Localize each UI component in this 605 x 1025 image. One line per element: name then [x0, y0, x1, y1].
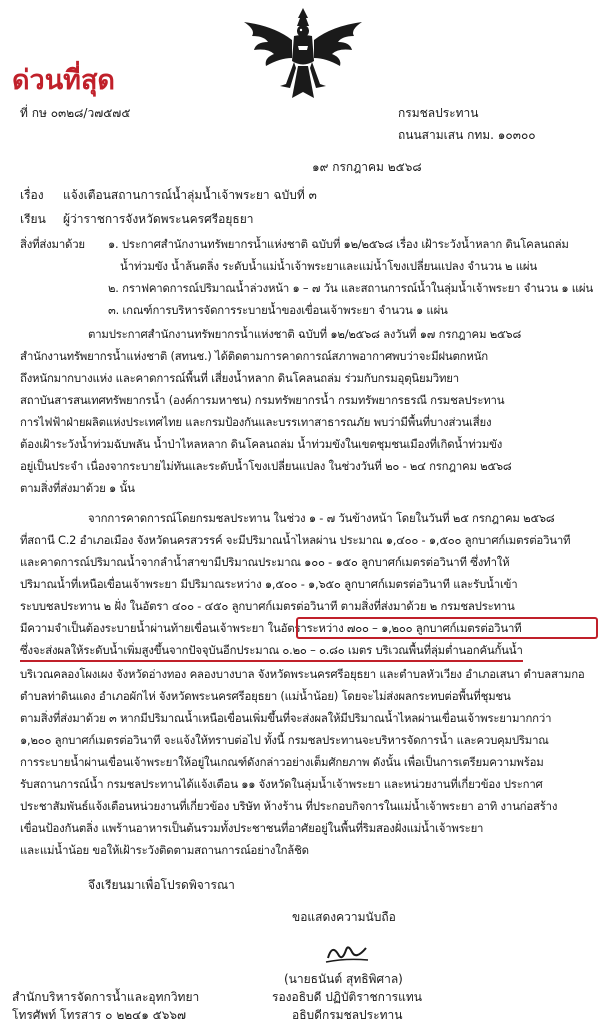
- para2-line: ปริมาณน้ำที่เหนือเขื่อนเจ้าพระยา มีปริมาณระหว่าง ๑,๕๐๐ - ๑,๖๕๐ ลูกบาศก์เมตรต่อวินาที และรับน้ำเข้า: [20, 577, 518, 591]
- para1-line: สำนักงานทรัพยากรน้ำแห่งชาติ (สทนช.) ได้ติดตามการคาดการณ์สภาพอากาศพบว่าจะมีฝนตกหนัก: [20, 349, 488, 363]
- para2-line: จากการคาดการณ์โดยกรมชลประทาน ในช่วง ๑ - ๗ วันข้างหน้า โดยในวันที่ ๒๕ กรกฎาคม ๒๕๖๘: [88, 511, 555, 525]
- para2-line: ระบบชลประทาน ๒ ฝั่ง ในอัตรา ๔๐๐ - ๔๕๐ ลูกบาศก์เมตรต่อวินาที ตามสิ่งที่ส่งมาด้วย ๒ กรมชลประทาน: [20, 599, 515, 613]
- para2-line: ที่สถานี C.2 อำเภอเมือง จังหวัดนครสวรรค์ จะมีปริมาณน้ำไหลผ่าน ประมาณ ๑,๔๐๐ - ๑,๕๐๐ ลูกบาศก์เมตรต่อวินาที: [20, 533, 571, 547]
- para2-line: การระบายน้ำผ่านเขื่อนเจ้าพระยาให้อยู่ในเกณฑ์ดังกล่าวอย่างเต็มศักยภาพ ดังนั้น เพื่อเป็นการเตรียมความพร้อม: [20, 755, 544, 769]
- para2-line: ตำบลท่าดินแดง อำเภอผักไห่ จังหวัดพระนครศรีอยุธยา (แม่น้ำน้อย) โดยจะไม่ส่งผลกระทบต่อพื้นที่ชุมชน: [20, 689, 511, 703]
- signer-name: (นายธนันต์ สุทธิพิศาล): [284, 972, 403, 986]
- para2-line: บริเวณคลองโผงเผง จังหวัดอ่างทอง คลองบางบาล จังหวัดพระนครศรีอยุธยา และตำบลหัวเวียง อำเภอเสนา ตำบลสามกอ: [20, 667, 585, 681]
- para2-line: และแม่น้ำน้อย ขอให้เฝ้าระวังติดตามสถานการณ์อย่างใกล้ชิด: [20, 843, 309, 857]
- footer-office: สำนักบริหารจัดการน้ำและอุทกวิทยา: [12, 990, 200, 1004]
- attachment-item: ๒. กราฟคาดการณ์ปริมาณน้ำล่วงหน้า ๑ – ๗ วัน และสถานการณ์น้ำในลุ่มน้ำเจ้าพระยา จำนวน ๑ แผ่น: [108, 281, 593, 295]
- para2-line: ประชาสัมพันธ์แจ้งเตือนหน่วยงานที่เกี่ยวข้อง บริษัท ห้างร้าน ที่ประกอบกิจการในแม่น้ำเจ้าพระยา อาทิ งานก่อสร้าง: [20, 799, 558, 813]
- recipient-text: ผู้ว่าราชการจังหวัดพระนครศรีอยุธยา: [63, 212, 254, 226]
- para1-line: สถาบันสารสนเทศทรัพยากรน้ำ (องค์การมหาชน) กรมทรัพยากรน้ำ กรมทรัพยากรธรณี กรมชลประทาน: [20, 393, 505, 407]
- para1-line: ถึงหนักมากบางแห่ง และคาดการณ์พื้นที่ เสี่ยงน้ำหลาก ดินโคลนถล่ม ร่วมกับกรมอุตุนิยมวิทยา: [20, 371, 459, 385]
- para1-line: การไฟฟ้าฝ่ายผลิตแห่งประเทศไทย และกรมป้องกันและบรรเทาสาธารณภัย พบว่ามีพื้นที่บางส่วนเสี่ยง: [20, 415, 492, 429]
- salutation: ขอแสดงความนับถือ: [292, 910, 396, 924]
- signer-position: อธิบดีกรมชลประทาน: [292, 1008, 403, 1022]
- para2-line: และคาดการณ์ปริมาณน้ำจากลำน้ำสาขามีปริมาณประมาณ ๑๐๐ - ๑๕๐ ลูกบาศก์เมตรต่อวินาที ซึ่งทำให้: [20, 555, 510, 569]
- attachment-item: ๓. เกณฑ์การบริหารจัดการระบายน้ำของเขื่อนเจ้าพระยา จำนวน ๑ แผ่น: [108, 303, 448, 317]
- document-date: ๑๙ กรกฎาคม ๒๕๖๘: [312, 160, 422, 174]
- subject-label: เรื่อง: [20, 188, 44, 202]
- para1-line: อยู่เป็นประจำ เนื่องจากระบายไม่ทันและระดับน้ำโขงเปลี่ยนแปลง ในช่วงวันที่ ๒๐ - ๒๔ กรกฎาคม ๒๕๖๘: [20, 459, 512, 473]
- agency-address: ถนนสามเสน กทม. ๑๐๓๐๐: [398, 128, 536, 142]
- garuda-emblem: [234, 6, 372, 102]
- attachments-label: สิ่งที่ส่งมาด้วย: [20, 237, 85, 251]
- signer-position: รองอธิบดี ปฏิบัติราชการแทน: [272, 990, 422, 1004]
- para2-line: ตามสิ่งที่ส่งมาด้วย ๓ หากมีปริมาณน้ำเหนือเขื่อนเพิ่มขึ้นที่จะส่งผลให้มีปริมาณน้ำไหลผ่านเขื่อนเจ้าพระยามากกว่า: [20, 711, 552, 725]
- para1-line: ตามประกาศสำนักงานทรัพยากรน้ำแห่งชาติ ฉบับที่ ๑๒/๒๕๖๘ ลงวันที่ ๑๗ กรกฎาคม ๒๕๖๘: [88, 327, 522, 341]
- subject-text: แจ้งเตือนสถานการณ์น้ำลุ่มน้ำเจ้าพระยา ฉบับที่ ๓: [63, 188, 317, 202]
- para1-line: ต้องเฝ้าระวังน้ำท่วมฉับพลัน น้ำป่าไหลหลาก ดินโคลนถล่ม น้ำท่วมขังในเขตชุมชนเมืองที่เกิดน้ำท่วมขัง: [20, 437, 503, 451]
- recipient-label: เรียน: [20, 212, 46, 226]
- para2-line-highlighted: ซึ่งจะส่งผลให้ระดับน้ำเพิ่มสูงขึ้นจากปัจจุบันอีกประมาณ ๐.๒๐ – ๐.๘๐ เมตร บริเวณพื้นที่ลุ่มต่ำนอกคันกั้นน้ำ: [20, 642, 523, 662]
- urgency-title: ด่วนที่สุด: [12, 65, 115, 96]
- signature: [322, 940, 372, 968]
- para1-line: ตามสิ่งที่ส่งมาด้วย ๑ นั้น: [20, 481, 135, 495]
- footer-phone: โทรศัพท์ โทรสาร ๐ ๒๒๔๑ ๕๖๖๗: [12, 1008, 186, 1022]
- para2-line: เขื่อนป้องกันตลิ่ง แพร้านอาหารเป็นต้นรวมทั้งประชาชนที่อาศัยอยู่ในพื้นที่ริมสองฝั่งแม่น้ำเจ้าพระยา: [20, 821, 484, 835]
- highlight-box: [296, 617, 598, 639]
- para2-line: รับสถานการณ์น้ำ กรมชลประทานได้แจ้งเตือน ๑๑ จังหวัดในลุ่มน้ำเจ้าพระยา และหน่วยงานที่เกี่ยวข้อง ประกาศ: [20, 777, 543, 791]
- reference-number: ที่ กษ ๐๓๒๘/ว๗๕๗๕: [20, 106, 131, 120]
- para2-line: มีความจำเป็นต้องระบายน้ำผ่านท้ายเขื่อนเจ้าพระยา ในอัตราระหว่าง ๗๐๐ – ๑,๒๐๐ ลูกบาศก์เมตรต่อวินาที: [20, 621, 522, 635]
- agency-name: กรมชลประทาน: [398, 106, 479, 120]
- closing-line: จึงเรียนมาเพื่อโปรดพิจารณา: [88, 878, 235, 892]
- para2-line: ๑,๒๐๐ ลูกบาศก์เมตรต่อวินาที จะแจ้งให้ทราบต่อไป ทั้งนี้ กรมชลประทานจะบริหารจัดการน้ำ และควบคุมปริมาณ: [20, 733, 549, 747]
- attachment-item: น้ำท่วมขัง น้ำล้นตลิ่ง ระดับน้ำแม่น้ำเจ้าพระยาและแม่น้ำโขงเปลี่ยนแปลง จำนวน ๒ แผ่น: [120, 259, 537, 273]
- attachment-item: ๑. ประกาศสำนักงานทรัพยากรน้ำแห่งชาติ ฉบับที่ ๑๒/๒๕๖๘ เรื่อง เฝ้าระวังน้ำหลาก ดินโคลนถล่ม: [108, 237, 569, 251]
